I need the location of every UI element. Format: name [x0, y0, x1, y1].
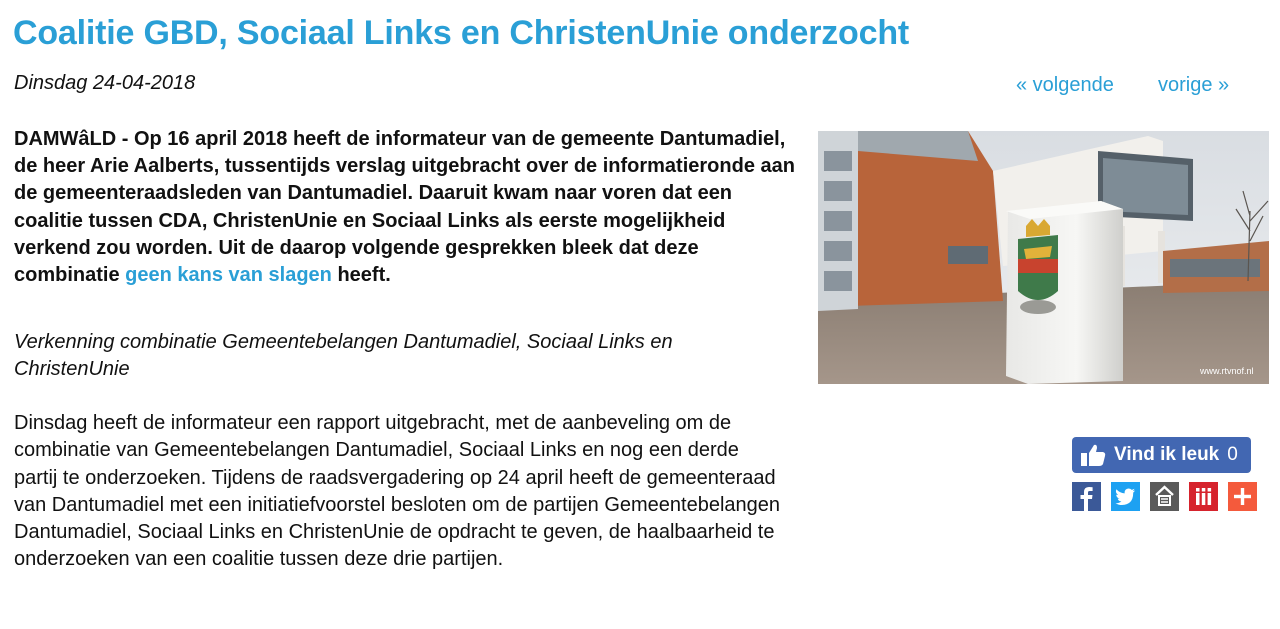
- more-share-button[interactable]: [1228, 482, 1257, 511]
- article-content: [14, 126, 804, 573]
- plus-icon: [1228, 482, 1257, 511]
- facebook-icon: [1072, 482, 1101, 511]
- thumbs-up-icon: [1080, 443, 1106, 467]
- page-title: Coalitie GBD, Sociaal Links en ChristenUnie onderzocht: [13, 14, 910, 52]
- article-photo: [818, 131, 1269, 384]
- lead-inline-link[interactable]: geen kans van slagen: [125, 264, 332, 287]
- print-share-button[interactable]: [1150, 482, 1179, 511]
- article-body: Dinsdag heeft de informateur een rapport uitgebracht, met de aanbeveling om de combinatie van Gemeentebelangen Dantumadiel, Sociaal Links en nog een derde partij te onderzoeken. Tijdens de raadsvergadering op 24 april heeft de gemeenteraad van Dantumadiel met een initiatiefvoorstel besloten om de partijen Gemeentebelangen Dantumadiel, Sociaal Links en ChristenUnie de opdracht te geven, de haalbaarheid te onderzoeken van een coalitie tussen deze drie partijen.: [14, 412, 781, 571]
- article-subheading: Verkenning combinatie Gemeentebelangen Dantumadiel, Sociaal Links en ChristenUnie: [14, 331, 673, 381]
- lead-text-start: DAMWâLD - Op 16 april 2018 heeft de informateur van de gemeente Dantumadiel, de heer Arie Aalberts, tussentijds verslag uitgebracht over de informatieronde aan de gemeenteraadsleden van Dantumadiel. Daaruit kwam naar voren dat een coalitie tussen CDA, ChristenUnie en Sociaal Links als eerste mogelijkheid verkend zou worden. Uit de daarop volgende gesprekken bleek dat deze combinatie: [14, 128, 795, 287]
- nujij-share-button[interactable]: [1189, 482, 1218, 511]
- photo-watermark: www.rtvnof.nl: [1200, 366, 1254, 376]
- article-date: Dinsdag 24-04-2018: [14, 72, 196, 94]
- like-count: 0: [1227, 444, 1238, 465]
- printer-icon: [1150, 482, 1179, 511]
- previous-article-link[interactable]: vorige »: [1158, 74, 1230, 96]
- next-article-link[interactable]: « volgende: [1016, 74, 1114, 96]
- twitter-icon: [1111, 482, 1140, 511]
- twitter-share-button[interactable]: [1111, 482, 1140, 511]
- facebook-like-button[interactable]: [1072, 437, 1251, 473]
- facebook-share-button[interactable]: [1072, 482, 1101, 511]
- lead-text-end: heeft.: [331, 264, 391, 287]
- share-buttons: [1072, 482, 1257, 511]
- like-label: Vind ik leuk: [1114, 444, 1220, 465]
- nujij-icon: [1189, 482, 1218, 511]
- article-lead: [14, 126, 804, 289]
- town-hall-photo: [818, 131, 1269, 384]
